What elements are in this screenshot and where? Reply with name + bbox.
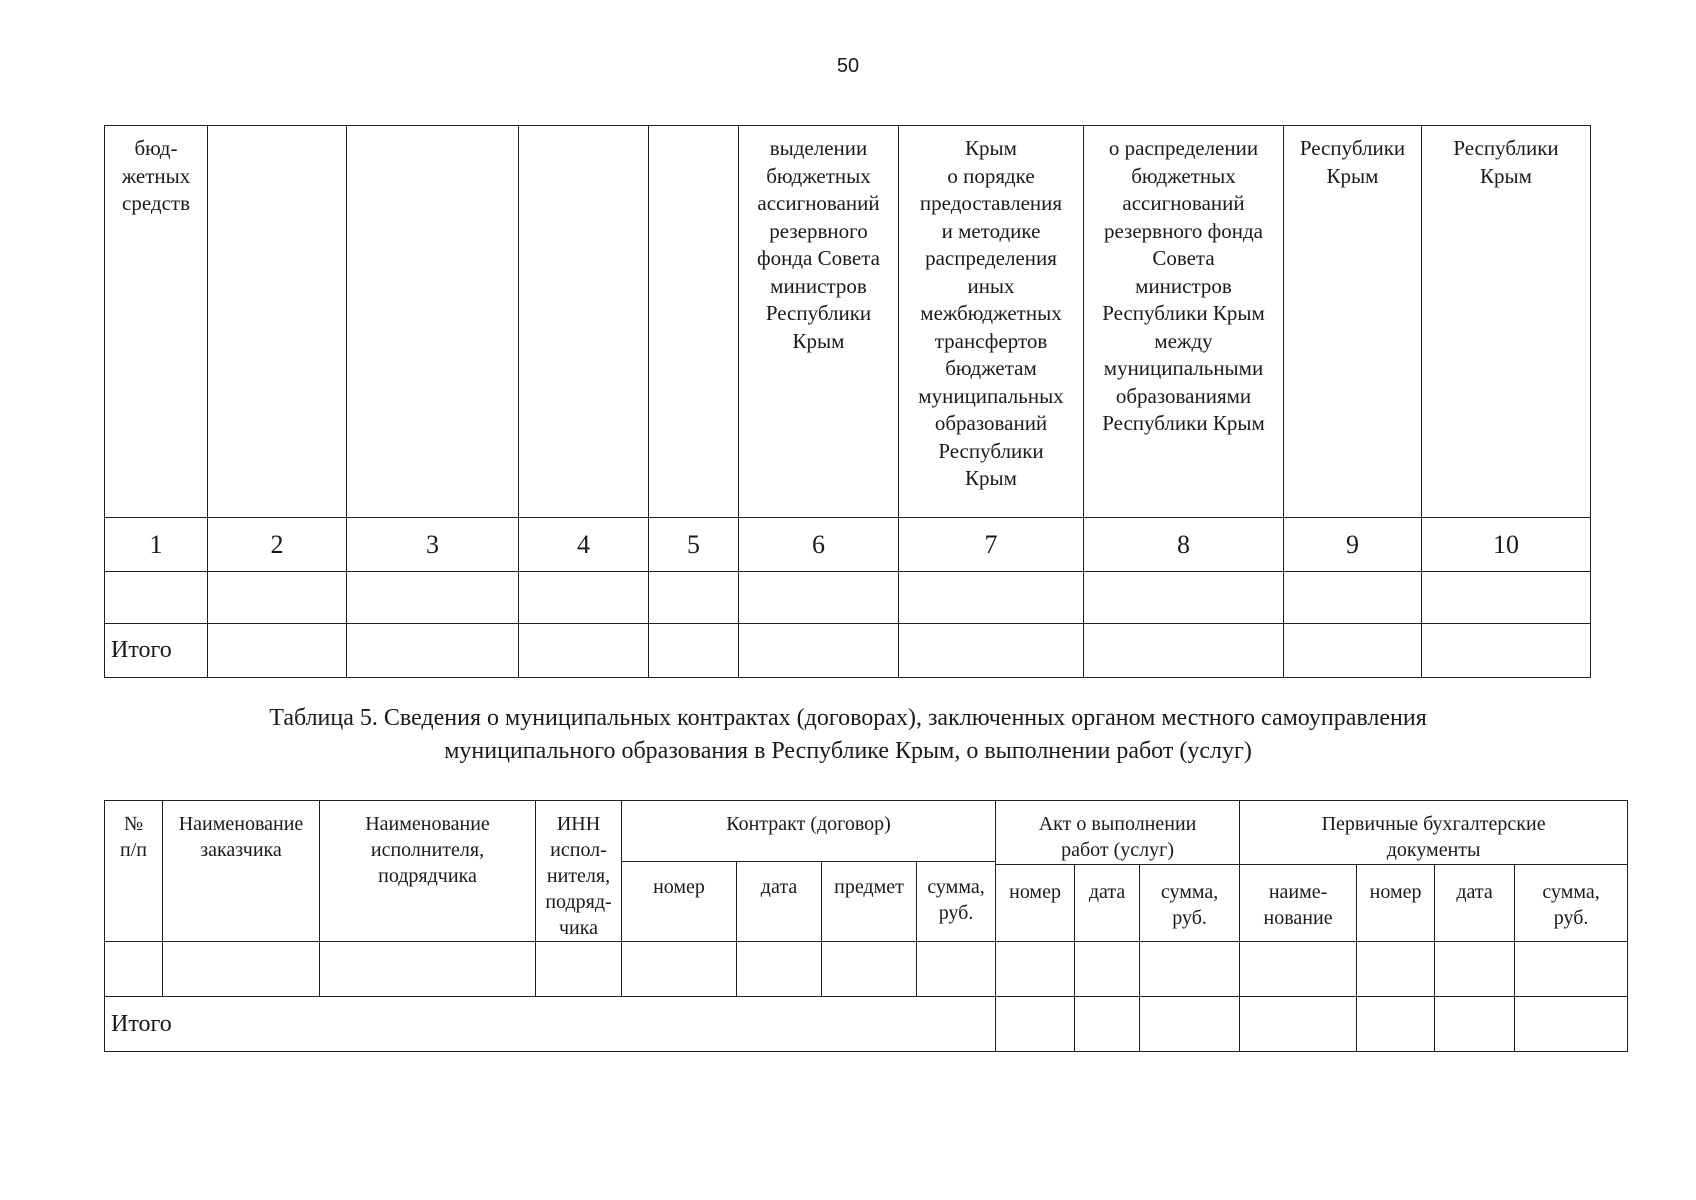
table1-header-text: Республики Крым — [1299, 136, 1406, 188]
header-text: Наименование заказчика — [178, 813, 304, 861]
docs-group-header — [1240, 801, 1628, 865]
column-number: 10 — [1422, 518, 1591, 572]
table-cell — [519, 572, 649, 624]
table-cell — [822, 942, 917, 997]
table-cell — [105, 572, 208, 624]
act-number-header: номер — [996, 865, 1075, 942]
table-cell — [1435, 997, 1515, 1052]
table-cell — [1357, 997, 1435, 1052]
table1-header-cell — [105, 126, 208, 518]
header-text: сумма, руб. — [1160, 881, 1219, 929]
table-cell — [1284, 572, 1422, 624]
column-number: 7 — [899, 518, 1084, 572]
table1-header-cell — [1084, 126, 1284, 518]
table1-header-text: бюд- жетных средств — [121, 136, 191, 215]
table1-column-numbers-row — [105, 518, 1591, 572]
docs-sum-header — [1515, 865, 1628, 942]
table-cell — [347, 624, 519, 678]
table2-empty-row — [105, 942, 1628, 997]
table-municipal-contracts — [104, 800, 1628, 1052]
table-cell — [1140, 942, 1240, 997]
act-group-header — [996, 801, 1240, 865]
header-text: Акт о выполнении работ (услуг) — [1038, 813, 1197, 861]
table1-header-cell — [1284, 126, 1422, 518]
contract-date-header: дата — [737, 862, 822, 942]
table2-total-row — [105, 997, 1628, 1052]
table-cell — [622, 942, 737, 997]
table1-header-cell — [649, 126, 739, 518]
contract-sum-header — [917, 862, 996, 942]
column-number: 3 — [347, 518, 519, 572]
table-cell — [1084, 572, 1284, 624]
table-cell — [1515, 997, 1628, 1052]
table-cell — [208, 624, 347, 678]
caption-line: муниципального образования в Республике Крым, о выполнении работ (услуг) — [444, 738, 1252, 764]
col-contractor-header — [320, 801, 536, 942]
table-cell — [996, 942, 1075, 997]
table1-header-cell — [739, 126, 899, 518]
column-number: 4 — [519, 518, 649, 572]
header-text: сумма, руб. — [927, 876, 985, 924]
page-number: 50 — [836, 55, 860, 77]
table1-header-cell — [347, 126, 519, 518]
table-cell — [1240, 942, 1357, 997]
table-cell — [105, 942, 163, 997]
table-cell — [737, 942, 822, 997]
column-number: 1 — [105, 518, 208, 572]
table1-header-text: выделении бюджетных ассигнований резервного фонда Совета министров Республики Крым — [757, 136, 880, 353]
header-text: ИНН испол- нителя, подряд- чика — [545, 813, 612, 939]
table-cell — [1084, 624, 1284, 678]
total-label: Итого — [105, 997, 996, 1052]
total-label: Итого — [105, 624, 208, 678]
table-cell — [739, 572, 899, 624]
table-cell — [1075, 942, 1140, 997]
table-cell — [899, 572, 1084, 624]
header-text: № п/п — [120, 813, 147, 861]
table-cell — [536, 942, 622, 997]
table-cell — [649, 572, 739, 624]
header-text: Наименование исполнителя, подрядчика — [365, 813, 490, 887]
table1-header-text: Крым о порядке предоставления и методике распределения иных межбюджетных трансфертов бюджетам муниципальных образований Республики Крым — [918, 136, 1064, 490]
column-number: 2 — [208, 518, 347, 572]
col-inn-header — [536, 801, 622, 942]
table-cell — [208, 572, 347, 624]
table1-header-cell — [1422, 126, 1591, 518]
table-cell — [917, 942, 996, 997]
table-cell — [1284, 624, 1422, 678]
table-cell — [996, 997, 1075, 1052]
table-cell — [519, 624, 649, 678]
table-cell — [1515, 942, 1628, 997]
table-cell — [1422, 624, 1591, 678]
table1-header-text: о распределении бюджетных ассигнований резервного фонда Совета министров Республики Крым между муниципальными образованиями Республики Крым — [1102, 136, 1265, 435]
table-cell — [739, 624, 899, 678]
docs-name-header — [1240, 865, 1357, 942]
table-cell — [347, 572, 519, 624]
docs-number-header: номер — [1357, 865, 1435, 942]
column-number: 8 — [1084, 518, 1284, 572]
table-cell — [1357, 942, 1435, 997]
table-cell — [1075, 997, 1140, 1052]
table-cell — [320, 942, 536, 997]
table1-empty-row — [105, 572, 1591, 624]
table-cell — [899, 624, 1084, 678]
col-customer-header — [163, 801, 320, 942]
col-number-header — [105, 801, 163, 942]
table-cell — [1435, 942, 1515, 997]
column-number: 9 — [1284, 518, 1422, 572]
table-cell — [1422, 572, 1591, 624]
table2-header-row — [105, 801, 1628, 862]
contract-subject-header: предмет — [822, 862, 917, 942]
docs-date-header: дата — [1435, 865, 1515, 942]
contract-group-header: Контракт (договор) — [622, 801, 996, 862]
contract-number-header: номер — [622, 862, 737, 942]
column-number: 5 — [649, 518, 739, 572]
act-sum-header — [1140, 865, 1240, 942]
table-allocations — [104, 125, 1591, 678]
column-number: 6 — [739, 518, 899, 572]
table1-header-cell — [208, 126, 347, 518]
header-text: Первичные бухгалтерские документы — [1321, 813, 1546, 861]
table-cell — [649, 624, 739, 678]
header-text: наиме- нование — [1263, 881, 1333, 929]
table1-header-row — [105, 126, 1591, 518]
table-cell — [1240, 997, 1357, 1052]
caption-line: Таблица 5. Сведения о муниципальных контрактах (договорах), заключенных органом местного самоуправления — [269, 705, 1427, 731]
table1-header-cell — [519, 126, 649, 518]
act-date-header: дата — [1075, 865, 1140, 942]
table-cell — [1140, 997, 1240, 1052]
table1-header-cell — [899, 126, 1084, 518]
table-cell — [163, 942, 320, 997]
table1-header-text: Республики Крым — [1453, 136, 1559, 188]
table1-total-row — [105, 624, 1591, 678]
header-text: сумма, руб. — [1542, 881, 1600, 929]
table5-caption — [0, 702, 1696, 768]
